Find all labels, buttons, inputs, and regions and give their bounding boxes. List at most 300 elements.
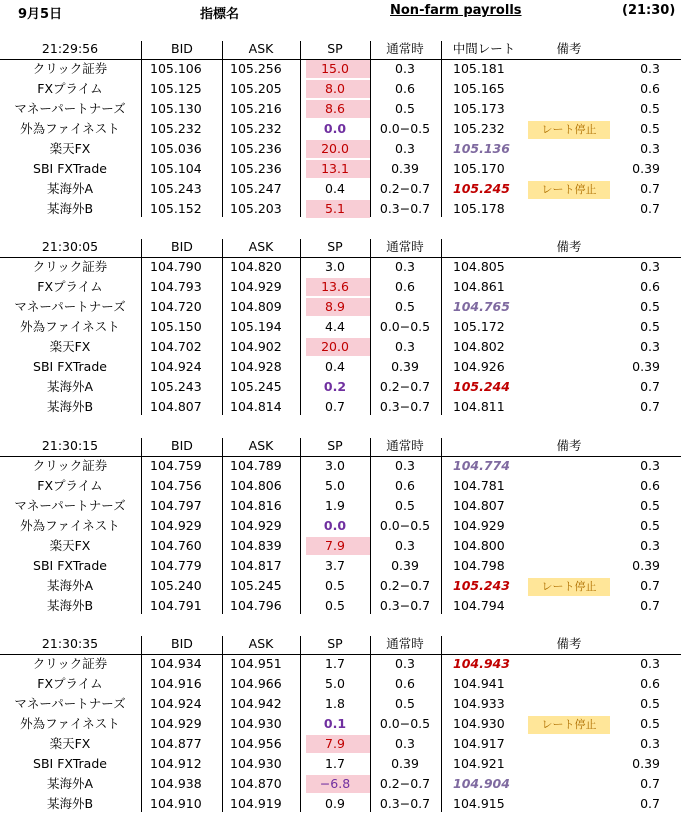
ask-value: 105.236 xyxy=(230,161,282,176)
time-header: 21:30:05 xyxy=(41,239,99,254)
note-cell xyxy=(528,694,610,714)
broker-name: マネーパートナーズ xyxy=(14,101,126,116)
bid-value: 104.929 xyxy=(150,716,202,731)
ask-header: ASK xyxy=(248,438,274,453)
ask-value: 105.205 xyxy=(230,81,282,96)
ask-value: 105.203 xyxy=(230,201,282,216)
note-cell xyxy=(528,734,610,754)
mid-rate-cell xyxy=(443,536,525,556)
note-cell xyxy=(528,596,610,616)
note-cell xyxy=(528,99,610,119)
mid-rate-cell xyxy=(443,99,525,119)
note-header: 備考 xyxy=(556,239,582,254)
normal-spread: 0.3 xyxy=(395,339,415,354)
broker-name: SBI FXTrade xyxy=(33,558,107,573)
normal-spread: 0.3 xyxy=(395,61,415,76)
ask-header: ASK xyxy=(248,239,274,254)
bid-value: 105.243 xyxy=(150,379,202,394)
spread-value: 13.6 xyxy=(321,279,349,294)
bid-value: 104.790 xyxy=(150,259,202,274)
table-row xyxy=(0,179,681,199)
mid-rate-cell xyxy=(443,337,525,357)
normal-spread-max: 0.5 xyxy=(640,121,660,136)
bid-value: 105.243 xyxy=(150,181,202,196)
spread-cell xyxy=(300,357,370,377)
normal-spread: 0.5 xyxy=(395,696,415,711)
normal-spread-max: 0.39 xyxy=(632,359,660,374)
normal-spread-max: 0.5 xyxy=(640,299,660,314)
ask-header: ASK xyxy=(248,636,274,651)
spread-cell xyxy=(300,734,370,754)
spread-value: 5.0 xyxy=(325,676,345,691)
broker-name: 楽天FX xyxy=(49,736,91,751)
normal-spread-max: 0.7 xyxy=(640,399,660,414)
rate-table-block xyxy=(0,237,681,417)
normal-spread: 0.3−0.7 xyxy=(379,201,431,216)
normal-spread: 0.39 xyxy=(391,161,419,176)
mid-rate-value: 105.243 xyxy=(453,578,510,593)
bid-value: 105.125 xyxy=(150,81,202,96)
note-cell xyxy=(528,714,610,734)
broker-name: FXプライム xyxy=(37,478,103,493)
mid-rate-value: 104.941 xyxy=(453,676,505,691)
ask-value: 105.236 xyxy=(230,141,282,156)
note-cell xyxy=(528,397,610,417)
normal-spread-max: 0.5 xyxy=(640,716,660,731)
spread-cell xyxy=(300,496,370,516)
normal-spread: 0.6 xyxy=(395,81,415,96)
rate-stopped-badge: レート停止 xyxy=(528,716,610,734)
spread-value: 1.8 xyxy=(325,696,345,711)
normal-spread-max: 0.3 xyxy=(640,458,660,473)
spread-cell xyxy=(300,774,370,794)
ask-value: 104.870 xyxy=(230,776,282,791)
broker-name: 外為ファイネスト xyxy=(20,518,120,533)
ask-value: 105.216 xyxy=(230,101,282,116)
bid-value: 105.130 xyxy=(150,101,202,116)
broker-name: 楽天FX xyxy=(49,339,91,354)
note-header: 備考 xyxy=(556,636,582,651)
note-cell xyxy=(528,576,610,596)
ask-value: 105.194 xyxy=(230,319,282,334)
normal-spread-max: 0.7 xyxy=(640,776,660,791)
normal-spread-max: 0.6 xyxy=(640,81,660,96)
spread-value: 20.0 xyxy=(321,141,349,156)
spread-value: 5.0 xyxy=(325,478,345,493)
normal-spread-max: 0.7 xyxy=(640,379,660,394)
table-row xyxy=(0,536,681,556)
mid-rate-value: 104.811 xyxy=(453,399,505,414)
spread-value: 0.7 xyxy=(325,399,345,414)
mid-rate-cell xyxy=(443,317,525,337)
spread-cell xyxy=(300,794,370,814)
table-row xyxy=(0,456,681,476)
spread-cell xyxy=(300,556,370,576)
table-row xyxy=(0,496,681,516)
indicator-label: 指標名 xyxy=(200,7,240,22)
broker-name: 某海外A xyxy=(46,776,94,791)
broker-name: FXプライム xyxy=(37,676,103,691)
mid-rate-value: 104.781 xyxy=(453,478,505,493)
spread-cell xyxy=(300,516,370,536)
normal-spread: 0.3 xyxy=(395,538,415,553)
mid-rate-value: 104.794 xyxy=(453,598,505,613)
mid-rate-value: 104.929 xyxy=(453,518,505,533)
bid-value: 105.240 xyxy=(150,578,202,593)
table-row xyxy=(0,694,681,714)
mid-rate-value: 104.798 xyxy=(453,558,505,573)
spread-value: 7.9 xyxy=(325,538,345,553)
normal-spread-max: 0.3 xyxy=(640,141,660,156)
spread-cell xyxy=(300,397,370,417)
normal-spread: 0.0−0.5 xyxy=(379,716,431,731)
mid-rate-cell xyxy=(443,257,525,277)
normal-spread: 0.6 xyxy=(395,279,415,294)
spread-cell xyxy=(300,79,370,99)
spread-cell xyxy=(300,754,370,774)
mid-rate-cell xyxy=(443,774,525,794)
normal-spread-max: 0.6 xyxy=(640,478,660,493)
spread-value: 3.7 xyxy=(325,558,345,573)
bid-value: 104.791 xyxy=(150,598,202,613)
ask-value: 105.247 xyxy=(230,181,282,196)
note-cell xyxy=(528,337,610,357)
broker-name: SBI FXTrade xyxy=(33,359,107,374)
rate-table-block xyxy=(0,39,681,219)
note-cell xyxy=(528,476,610,496)
normal-spread-max: 0.5 xyxy=(640,101,660,116)
ask-value: 104.919 xyxy=(230,796,282,811)
broker-name: 某海外A xyxy=(46,379,94,394)
broker-name: 某海外A xyxy=(46,578,94,593)
spread-cell xyxy=(300,536,370,556)
mid-rate-value: 104.921 xyxy=(453,756,505,771)
note-cell xyxy=(528,199,610,219)
note-cell xyxy=(528,456,610,476)
broker-name: 外為ファイネスト xyxy=(20,121,120,136)
bid-value: 104.924 xyxy=(150,696,202,711)
ask-header: ASK xyxy=(248,41,274,56)
mid-rate-cell xyxy=(443,654,525,674)
mid-rate-cell xyxy=(443,556,525,576)
ask-value: 105.256 xyxy=(230,61,282,76)
spread-cell xyxy=(300,596,370,616)
mid-rate-cell xyxy=(443,199,525,219)
table-row xyxy=(0,714,681,734)
spread-value: 5.1 xyxy=(325,201,345,216)
note-cell xyxy=(528,674,610,694)
spread-cell xyxy=(300,179,370,199)
bid-value: 104.797 xyxy=(150,498,202,513)
note-header: 備考 xyxy=(556,41,582,56)
spread-value: 0.1 xyxy=(323,716,347,731)
sp-header: SP xyxy=(327,438,343,453)
ask-value: 104.929 xyxy=(230,518,282,533)
mid-rate-value: 105.181 xyxy=(453,61,505,76)
spread-cell xyxy=(300,654,370,674)
normal-spread: 0.2−0.7 xyxy=(379,379,431,394)
mid-rate-cell xyxy=(443,516,525,536)
normal-spread: 0.0−0.5 xyxy=(379,121,431,136)
spread-value: 3.0 xyxy=(325,259,345,274)
bid-header: BID xyxy=(171,438,193,453)
bid-value: 104.910 xyxy=(150,796,202,811)
note-cell xyxy=(528,654,610,674)
mid-rate-cell xyxy=(443,159,525,179)
table-row xyxy=(0,596,681,616)
mid-rate-value: 105.245 xyxy=(453,181,510,196)
spread-value: 0.4 xyxy=(325,181,345,196)
broker-name: マネーパートナーズ xyxy=(14,498,126,513)
note-cell xyxy=(528,277,610,297)
note-cell xyxy=(528,516,610,536)
mid-rate-cell xyxy=(443,139,525,159)
mid-rate-cell xyxy=(443,59,525,79)
note-cell xyxy=(528,377,610,397)
time-header: 21:29:56 xyxy=(41,41,99,56)
table-row xyxy=(0,556,681,576)
mid-rate-cell xyxy=(443,496,525,516)
bid-value: 104.760 xyxy=(150,538,202,553)
table-row xyxy=(0,199,681,219)
sp-header: SP xyxy=(327,636,343,651)
spread-value: −6.8 xyxy=(319,776,351,791)
spread-cell xyxy=(300,59,370,79)
table-row xyxy=(0,317,681,337)
ask-value: 104.930 xyxy=(230,756,282,771)
broker-name: クリック証券 xyxy=(32,259,108,274)
mid-rate-cell xyxy=(443,674,525,694)
spread-value: 1.9 xyxy=(325,498,345,513)
table-row xyxy=(0,377,681,397)
normal-header: 通常時 xyxy=(386,438,424,453)
note-cell xyxy=(528,59,610,79)
ask-value: 104.796 xyxy=(230,598,282,613)
normal-spread: 0.2−0.7 xyxy=(379,578,431,593)
mid-rate-value: 105.178 xyxy=(453,201,505,216)
normal-spread: 0.3 xyxy=(395,259,415,274)
note-cell xyxy=(528,297,610,317)
rate-stopped-badge: レート停止 xyxy=(528,578,610,596)
ask-value: 104.839 xyxy=(230,538,282,553)
mid-rate-value: 104.926 xyxy=(453,359,505,374)
broker-name: 外為ファイネスト xyxy=(20,319,120,334)
table-row xyxy=(0,297,681,317)
spread-cell xyxy=(300,674,370,694)
mid-rate-cell xyxy=(443,694,525,714)
mid-rate-value: 105.170 xyxy=(453,161,505,176)
ask-value: 104.951 xyxy=(230,656,282,671)
ask-value: 105.232 xyxy=(230,121,282,136)
bid-value: 104.720 xyxy=(150,299,202,314)
normal-spread: 0.39 xyxy=(391,756,419,771)
spread-cell xyxy=(300,297,370,317)
spread-value: 20.0 xyxy=(321,339,349,354)
ask-value: 104.902 xyxy=(230,339,282,354)
normal-spread-max: 0.39 xyxy=(632,756,660,771)
mid-rate-cell xyxy=(443,576,525,596)
normal-spread: 0.39 xyxy=(391,558,419,573)
ask-value: 104.942 xyxy=(230,696,282,711)
ask-value: 104.820 xyxy=(230,259,282,274)
broker-name: 某海外B xyxy=(46,598,94,613)
table-header-row xyxy=(0,436,681,456)
table-row xyxy=(0,337,681,357)
table-header-row xyxy=(0,39,681,59)
mid-rate-cell xyxy=(443,79,525,99)
table-row xyxy=(0,139,681,159)
rate-stopped-badge: レート停止 xyxy=(528,181,610,199)
time-header: 21:30:35 xyxy=(41,636,99,651)
normal-spread: 0.5 xyxy=(395,299,415,314)
normal-header: 通常時 xyxy=(386,41,424,56)
normal-spread: 0.0−0.5 xyxy=(379,319,431,334)
mid-rate-cell xyxy=(443,476,525,496)
note-cell xyxy=(528,179,610,199)
ask-value: 104.956 xyxy=(230,736,282,751)
bid-value: 105.150 xyxy=(150,319,202,334)
ask-value: 104.817 xyxy=(230,558,282,573)
sp-header: SP xyxy=(327,41,343,56)
mid-rate-cell xyxy=(443,754,525,774)
note-cell xyxy=(528,317,610,337)
rate-stopped-badge: レート停止 xyxy=(528,121,610,139)
broker-name: クリック証券 xyxy=(32,61,108,76)
normal-spread-max: 0.5 xyxy=(640,518,660,533)
bid-header: BID xyxy=(171,636,193,651)
table-row xyxy=(0,774,681,794)
normal-spread: 0.39 xyxy=(391,359,419,374)
bid-value: 104.779 xyxy=(150,558,202,573)
normal-spread: 0.5 xyxy=(395,101,415,116)
mid-rate-value: 104.943 xyxy=(453,656,510,671)
normal-spread: 0.3 xyxy=(395,458,415,473)
normal-spread: 0.2−0.7 xyxy=(379,776,431,791)
note-cell xyxy=(528,159,610,179)
mid-header: 中間レート xyxy=(452,41,516,56)
table-row xyxy=(0,654,681,674)
bid-value: 105.232 xyxy=(150,121,202,136)
mid-rate-value: 105.232 xyxy=(453,121,505,136)
normal-spread: 0.3 xyxy=(395,736,415,751)
normal-spread-max: 0.3 xyxy=(640,339,660,354)
normal-spread: 0.3−0.7 xyxy=(379,796,431,811)
normal-spread-max: 0.39 xyxy=(632,558,660,573)
normal-spread-max: 0.7 xyxy=(640,578,660,593)
normal-spread-max: 0.39 xyxy=(632,161,660,176)
broker-name: クリック証券 xyxy=(32,458,108,473)
spread-cell xyxy=(300,119,370,139)
mid-rate-value: 104.774 xyxy=(453,458,510,473)
broker-name: 某海外B xyxy=(46,796,94,811)
spread-value: 0.0 xyxy=(323,518,347,533)
normal-spread: 0.3 xyxy=(395,141,415,156)
table-row xyxy=(0,674,681,694)
table-row xyxy=(0,794,681,814)
note-cell xyxy=(528,774,610,794)
table-row xyxy=(0,754,681,774)
normal-spread-max: 0.5 xyxy=(640,696,660,711)
normal-spread-max: 0.6 xyxy=(640,279,660,294)
spread-value: 7.9 xyxy=(325,736,345,751)
spread-value: 1.7 xyxy=(325,756,345,771)
bid-value: 105.152 xyxy=(150,201,202,216)
broker-name: 某海外A xyxy=(46,181,94,196)
mid-rate-cell xyxy=(443,179,525,199)
spread-cell xyxy=(300,694,370,714)
spread-cell xyxy=(300,576,370,596)
normal-spread-max: 0.3 xyxy=(640,736,660,751)
indicator-name: Non-farm payrolls xyxy=(390,3,522,18)
spread-value: 0.0 xyxy=(323,121,347,136)
time-header: 21:30:15 xyxy=(41,438,99,453)
bid-header: BID xyxy=(171,239,193,254)
ask-value: 104.806 xyxy=(230,478,282,493)
normal-spread-max: 0.7 xyxy=(640,796,660,811)
time-label: (21:30) xyxy=(622,3,676,18)
ask-value: 104.966 xyxy=(230,676,282,691)
spread-cell xyxy=(300,476,370,496)
mid-rate-cell xyxy=(443,714,525,734)
note-cell xyxy=(528,556,610,576)
rate-table-block xyxy=(0,436,681,616)
mid-rate-cell xyxy=(443,377,525,397)
bid-value: 105.104 xyxy=(150,161,202,176)
broker-name: マネーパートナーズ xyxy=(14,696,126,711)
spread-value: 0.4 xyxy=(325,359,345,374)
ask-value: 104.814 xyxy=(230,399,282,414)
normal-spread-max: 0.7 xyxy=(640,201,660,216)
table-row xyxy=(0,99,681,119)
spread-value: 4.4 xyxy=(325,319,345,334)
note-cell xyxy=(528,754,610,774)
mid-rate-value: 104.807 xyxy=(453,498,505,513)
broker-name: 外為ファイネスト xyxy=(20,716,120,731)
note-cell xyxy=(528,119,610,139)
mid-rate-cell xyxy=(443,119,525,139)
spread-cell xyxy=(300,277,370,297)
table-row xyxy=(0,357,681,377)
normal-spread-max: 0.3 xyxy=(640,61,660,76)
ask-value: 104.809 xyxy=(230,299,282,314)
date-label: 9月5日 xyxy=(18,7,63,22)
spread-value: 15.0 xyxy=(321,61,349,76)
table-row xyxy=(0,159,681,179)
mid-rate-cell xyxy=(443,456,525,476)
bid-value: 104.929 xyxy=(150,518,202,533)
mid-rate-value: 104.933 xyxy=(453,696,505,711)
broker-name: クリック証券 xyxy=(32,656,108,671)
mid-rate-value: 105.165 xyxy=(453,81,505,96)
spread-cell xyxy=(300,99,370,119)
note-cell xyxy=(528,496,610,516)
mid-rate-cell xyxy=(443,397,525,417)
ask-value: 105.245 xyxy=(230,578,282,593)
note-cell xyxy=(528,794,610,814)
bid-value: 104.793 xyxy=(150,279,202,294)
normal-spread: 0.3 xyxy=(395,656,415,671)
table-row xyxy=(0,59,681,79)
broker-name: SBI FXTrade xyxy=(33,161,107,176)
mid-rate-value: 104.917 xyxy=(453,736,505,751)
mid-rate-value: 105.136 xyxy=(453,141,510,156)
broker-name: SBI FXTrade xyxy=(33,756,107,771)
mid-rate-value: 104.800 xyxy=(453,538,505,553)
normal-header: 通常時 xyxy=(386,239,424,254)
rate-table-block xyxy=(0,634,681,814)
mid-rate-value: 105.172 xyxy=(453,319,505,334)
bid-value: 104.912 xyxy=(150,756,202,771)
